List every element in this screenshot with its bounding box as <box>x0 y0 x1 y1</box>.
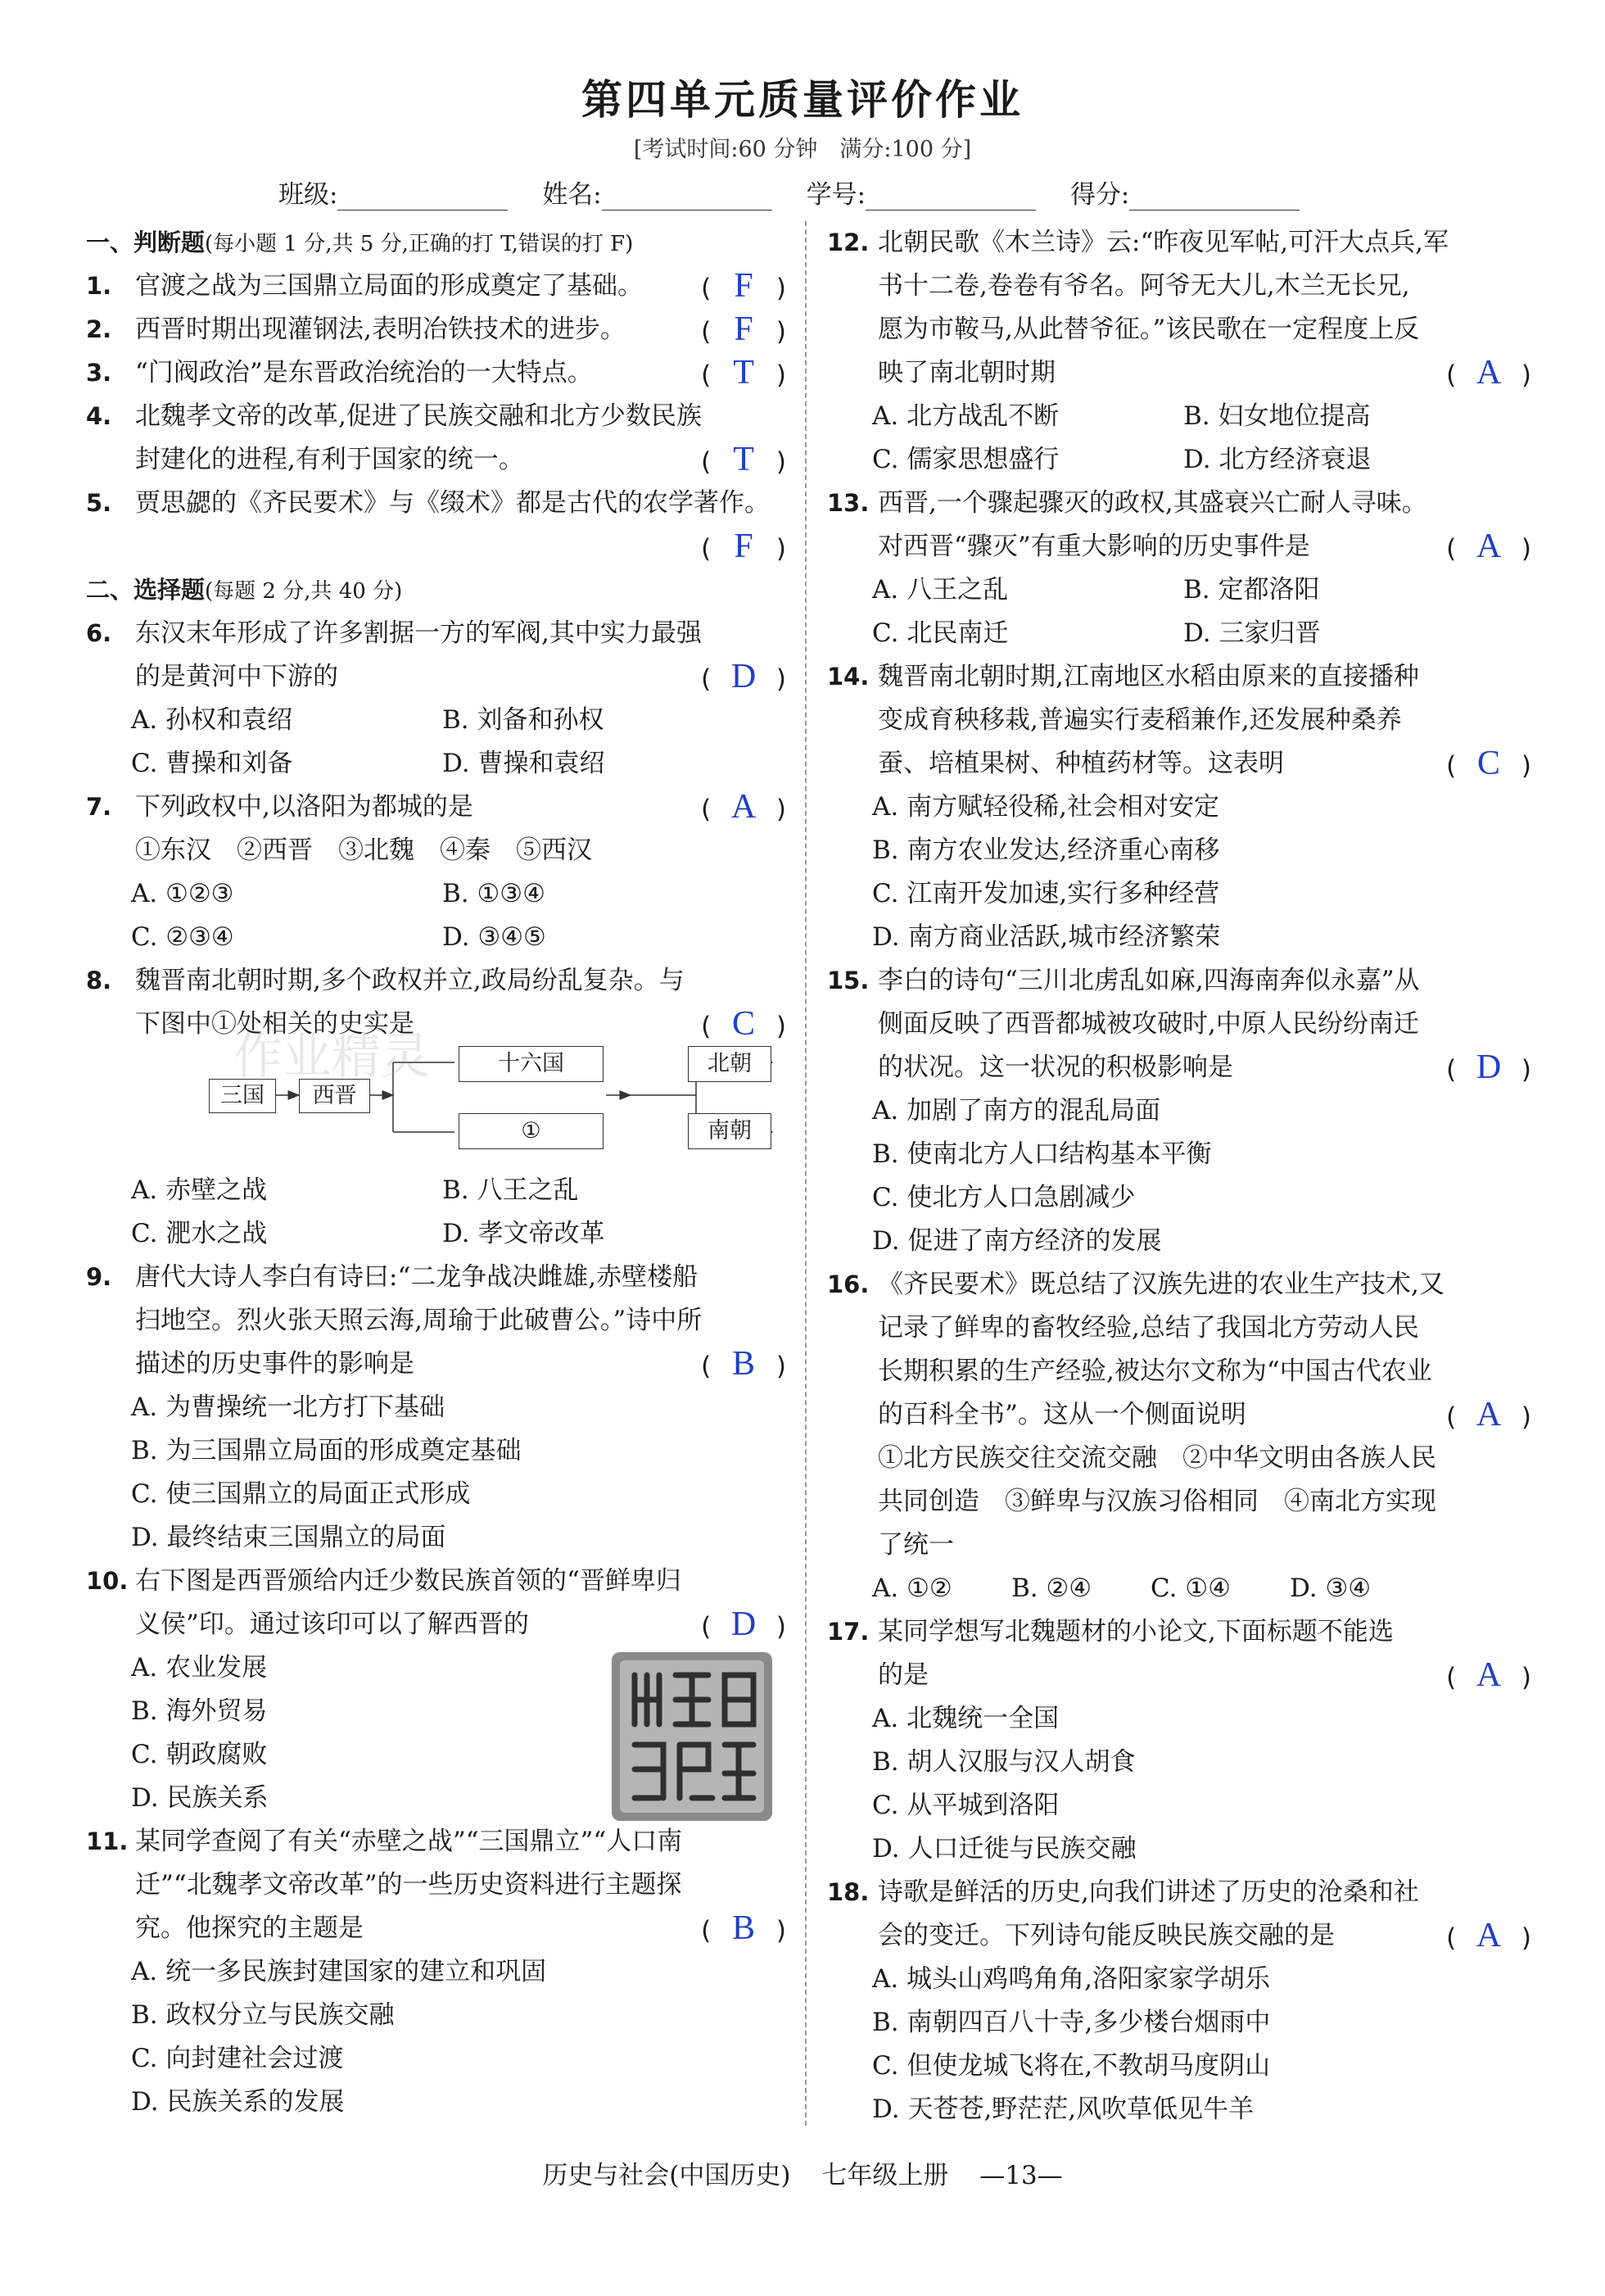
answer-10: D <box>730 1605 757 1643</box>
exam-info: [考试时间:60 分钟 满分:100 分] <box>633 137 972 162</box>
answer-4: T <box>733 441 754 478</box>
question-8: 8. 魏晋南北朝时期,多个政权并立,政局纷乱复杂。与 <box>86 966 685 995</box>
answer-6: D <box>730 658 757 695</box>
footer-book: 历史与社会(中国历史) <box>542 2161 791 2190</box>
page-title: 第四单元质量评价作业 <box>581 75 1024 124</box>
answer-5: F <box>734 528 753 565</box>
answer-2: F <box>734 310 753 348</box>
answer-17: A <box>1476 1656 1502 1694</box>
question-6: 6. 东汉末年形成了许多割据一方的军阀,其中实力最强 <box>86 618 702 648</box>
class-label: 班级: <box>278 180 338 210</box>
question-7-options: A. ①②③ B. ①③④ <box>131 879 545 908</box>
score-label: 得分: <box>1069 180 1130 210</box>
question-16: 16. 《齐民要术》既总结了汉族先进的农业生产技术,又 <box>827 1270 1444 1299</box>
section2-heading: 二、选择题(每题 2 分,共 40 分) <box>86 576 403 604</box>
question-4: 4. 北魏孝文帝的改革,促进了民族交融和北方少数民族 <box>86 401 702 431</box>
left-column: 一、判断题(每小题 1 分,共 5 分,正确的打 T,错误的打 F) 1. 官渡之战为三国鼎立局面的形成奠定了基础。 ( F ) 2. 西晋时期出现灌钢法,表明冶铁技术的进步。 ( F ) 3. “门阀政治”是东晋政治统治的一大特点。 ( T ) 4. 北魏孝文帝的改革,促进了民族交融和北方少数民族 封建化的进程,有利于国家的统一。 ( T ) 5. 贾思勰的《齐民要术》与《缀术》都是古代的农学著作。 ( F ) 二、选择题(每题 2 分,共 40 分) 6. 东汉末年形成了许多割据一方的军阀,其中实力最强 的是黄河中下游的 ( D ) A. 孙权和袁绍 B. 刘备和孙权 C. 曹操和刘备 D. 曹操和袁绍 7. 下列政权中,以洛阳为都城的是 ( A ) ①东汉 ②西晋 ③北魏 ④秦 ⑤西汉 A. ①②③ B. ①③④ C. ②③④ D. ③④⑤ 8. 魏晋南北朝时期,多个政权并立,政局纷乱复杂。与 下图中①处相关的史实是 ( C ) 三国 西晋 十六国 ① 北朝 南朝 作业精灵 A. 赤壁之战 B. 八王之乱 C. 淝水之战 D. 孝文帝改革 9. 唐代大诗人李白有诗曰:“二龙争战决雌雄,赤壁楼船 扫地空。烈火张天照云海,周瑜于此破曹公。”诗中所 描述的历史事件的影响是 ( B ) A. 为曹操统一北方打下基础 B. 为三国鼎立局面的形成奠定基础 C. 使三国鼎立的局面正式形成 D. 最终结束三国鼎立的局面 10. 右下图是西晋颁给内迁少数民族首领的“晋鲜卑归 义侯”印。通过该印可以了解西晋的 ( D ) A. 农业发展 B. 海外贸易 C. 朝政腐败 D. 民族关系 11. 某同学查阅了有关“赤壁之战”“三国鼎立”“人口南 迁”“北魏孝文帝改革”的一些历史资料进行主题探 究。他探究的主题是 ( B ) A. 统一多民族封建国家的建立和巩固 B. 政权分立与民族交融 C. 向封建社会过渡 D. 民族关系的发展 <box>86 221 786 2124</box>
answer-12: A <box>1476 354 1502 392</box>
answer-13: A <box>1476 528 1502 565</box>
watermark: 作业精灵 <box>233 1028 430 1085</box>
question-1: 1. 官渡之战为三国鼎立局面的形成奠定了基础。 ( F ) <box>86 265 786 308</box>
question-4-cont: 封建化的进程,有利于国家的统一。 ( T ) <box>86 438 786 482</box>
class-field[interactable] <box>337 185 508 211</box>
box-three-kingdoms: 三国 <box>209 1079 276 1113</box>
question-5-answer-line: ( F ) <box>86 525 786 568</box>
question-2: 2. 西晋时期出现灌钢法,表明冶铁技术的进步。 ( F ) <box>86 308 786 351</box>
answer-7: A <box>730 788 757 826</box>
column-divider <box>805 221 807 2126</box>
student-info-row <box>278 174 1326 211</box>
answer-16: A <box>1476 1396 1502 1433</box>
page-number: —13— <box>979 2161 1063 2190</box>
box-circle-1: ① <box>459 1113 604 1149</box>
question-5: 5. 贾思勰的《齐民要术》与《缀术》都是古代的农学著作。 <box>86 488 770 518</box>
question-14: 14. 魏晋南北朝时期,江南地区水稻由原来的直接播种 <box>827 662 1419 691</box>
question-9: 9. 唐代大诗人李白有诗曰:“二龙争战决雌雄,赤壁楼船 <box>86 1262 699 1292</box>
question-18: 18. 诗歌是鲜活的历史,向我们讲述了历史的沧桑和社 <box>827 1877 1419 1907</box>
question-12: 12. 北朝民歌《木兰诗》云:“昨夜见军帖,可汗大点兵,军 <box>827 228 1449 257</box>
footer-grade: 七年级上册 <box>821 2161 949 2190</box>
question-7: 7. 下列政权中,以洛阳为都城的是 ( A ) <box>86 786 786 829</box>
student-id-label: 学号: <box>806 180 866 210</box>
question-3: 3. “门阀政治”是东晋政治统治的一大特点。 ( T ) <box>86 351 786 395</box>
score-field[interactable] <box>1129 185 1300 211</box>
box-sixteen-kingdoms: 十六国 <box>459 1046 604 1082</box>
dynasty-flow-diagram <box>86 1028 786 1169</box>
seal-image <box>610 1651 774 1823</box>
diagram-arrows <box>86 1046 786 1169</box>
answer-8: C <box>732 1005 756 1043</box>
box-southern-dynasties: 南朝 <box>688 1113 771 1149</box>
question-6-options: A. 孙权和袁绍 B. 刘备和孙权 <box>131 705 604 735</box>
page-footer <box>0 2154 1605 2191</box>
answer-1: F <box>734 267 753 305</box>
question-11: 11. 某同学查阅了有关“赤壁之战”“三国鼎立”“人口南 <box>86 1827 683 1856</box>
answer-9: B <box>732 1345 756 1383</box>
question-15: 15. 李白的诗句“三川北虏乱如麻,四海南奔似永嘉”从 <box>827 966 1420 995</box>
answer-14: C <box>1477 745 1501 782</box>
name-label: 姓名: <box>542 180 602 210</box>
answer-3: T <box>733 354 754 392</box>
student-id-field[interactable] <box>866 185 1036 211</box>
question-17: 17. 某同学想写北魏题材的小论文,下面标题不能选 <box>827 1617 1394 1646</box>
answer-18: A <box>1476 1917 1502 1954</box>
box-northern-dynasties: 北朝 <box>688 1046 771 1082</box>
question-10: 10. 右下图是西晋颁给内迁少数民族首领的“晋鲜卑归 <box>86 1566 681 1596</box>
right-column: 12. 北朝民歌《木兰诗》云:“昨夜见军帖,可汗大点兵,军 书十二卷,卷卷有爷名。阿爷无大儿,木兰无长兄, 愿为市鞍马,从此替爷征。”该民歌在一定程度上反 映了南北朝时期 ( A ) A. 北方战乱不断 B. 妇女地位提高 C. 儒家思想盛行 D. 北方经济衰退 13. 西晋,一个骤起骤灭的政权,其盛衰兴亡耐人寻味。 对西晋“骤灭”有重大影响的历史事件是 ( A ) A. 八王之乱 B. 定都洛阳 C. 北民南迁 D. 三家归晋 14. 魏晋南北朝时期,江南地区水稻由原来的直接播种 变成育秧移栽,普遍实行麦稻兼作,还发展种桑养 蚕、培植果树、种植药材等。这表明 ( C ) A. 南方赋轻役稀,社会相对安定 B. 南方农业发达,经济重心南移 C. 江南开发加速,实行多种经营 D. 南方商业活跃,城市经济繁荣 15. 李白的诗句“三川北虏乱如麻,四海南奔似永嘉”从 侧面反映了西晋都城被攻破时,中原人民纷纷南迁 的状况。这一状况的积极影响是 ( D ) A. 加剧了南方的混乱局面 B. 使南北方人口结构基本平衡 C. 使北方人口急剧减少 D. 促进了南方经济的发展 16. 《齐民要术》既总结了汉族先进的农业生产技术,又 记录了鲜卑的畜牧经验,总结了我国北方劳动人民 长期积累的生产经验,被达尔文称为“中国古代农业 的百科全书”。这从一个侧面说明 ( A ) ①北方民族交往交流交融 ②中华文明由各族人民 共同创造 ③鲜卑与汉族习俗相同 ④南北方实现 了统一 A. ①② B. ②④ C. ①④ D. ③④ 17. 某同学想写北魏题材的小论文,下面标题不能选 的是 ( A ) A. 北魏统一全国 B. 胡人汉服与汉人胡食 C. 从平城到洛阳 D. 人口迁徙与民族交融 18. 诗歌是鲜活的历史,向我们讲述了历史的沧桑和社 会的变迁。下列诗句能反映民族交融的是 ( A ) A. 城头山鸡鸣角角,洛阳家家学胡乐 B. 南朝四百八十寺,多少楼台烟雨中 C. 但使龙城飞将在,不教胡马度阴山 D. 天苍苍,野茫茫,风吹草低见牛羊 <box>827 221 1531 2131</box>
answer-11: B <box>732 1909 756 1947</box>
section1-heading: 一、判断题(每小题 1 分,共 5 分,正确的打 T,错误的打 F) <box>86 229 634 256</box>
box-western-jin: 西晋 <box>299 1079 370 1113</box>
question-13: 13. 西晋,一个骤起骤灭的政权,其盛衰兴亡耐人寻味。 <box>827 488 1427 518</box>
answer-15: D <box>1476 1048 1502 1086</box>
name-field[interactable] <box>602 185 772 211</box>
question-8-options: A. 赤壁之战 B. 八王之乱 <box>131 1175 579 1205</box>
